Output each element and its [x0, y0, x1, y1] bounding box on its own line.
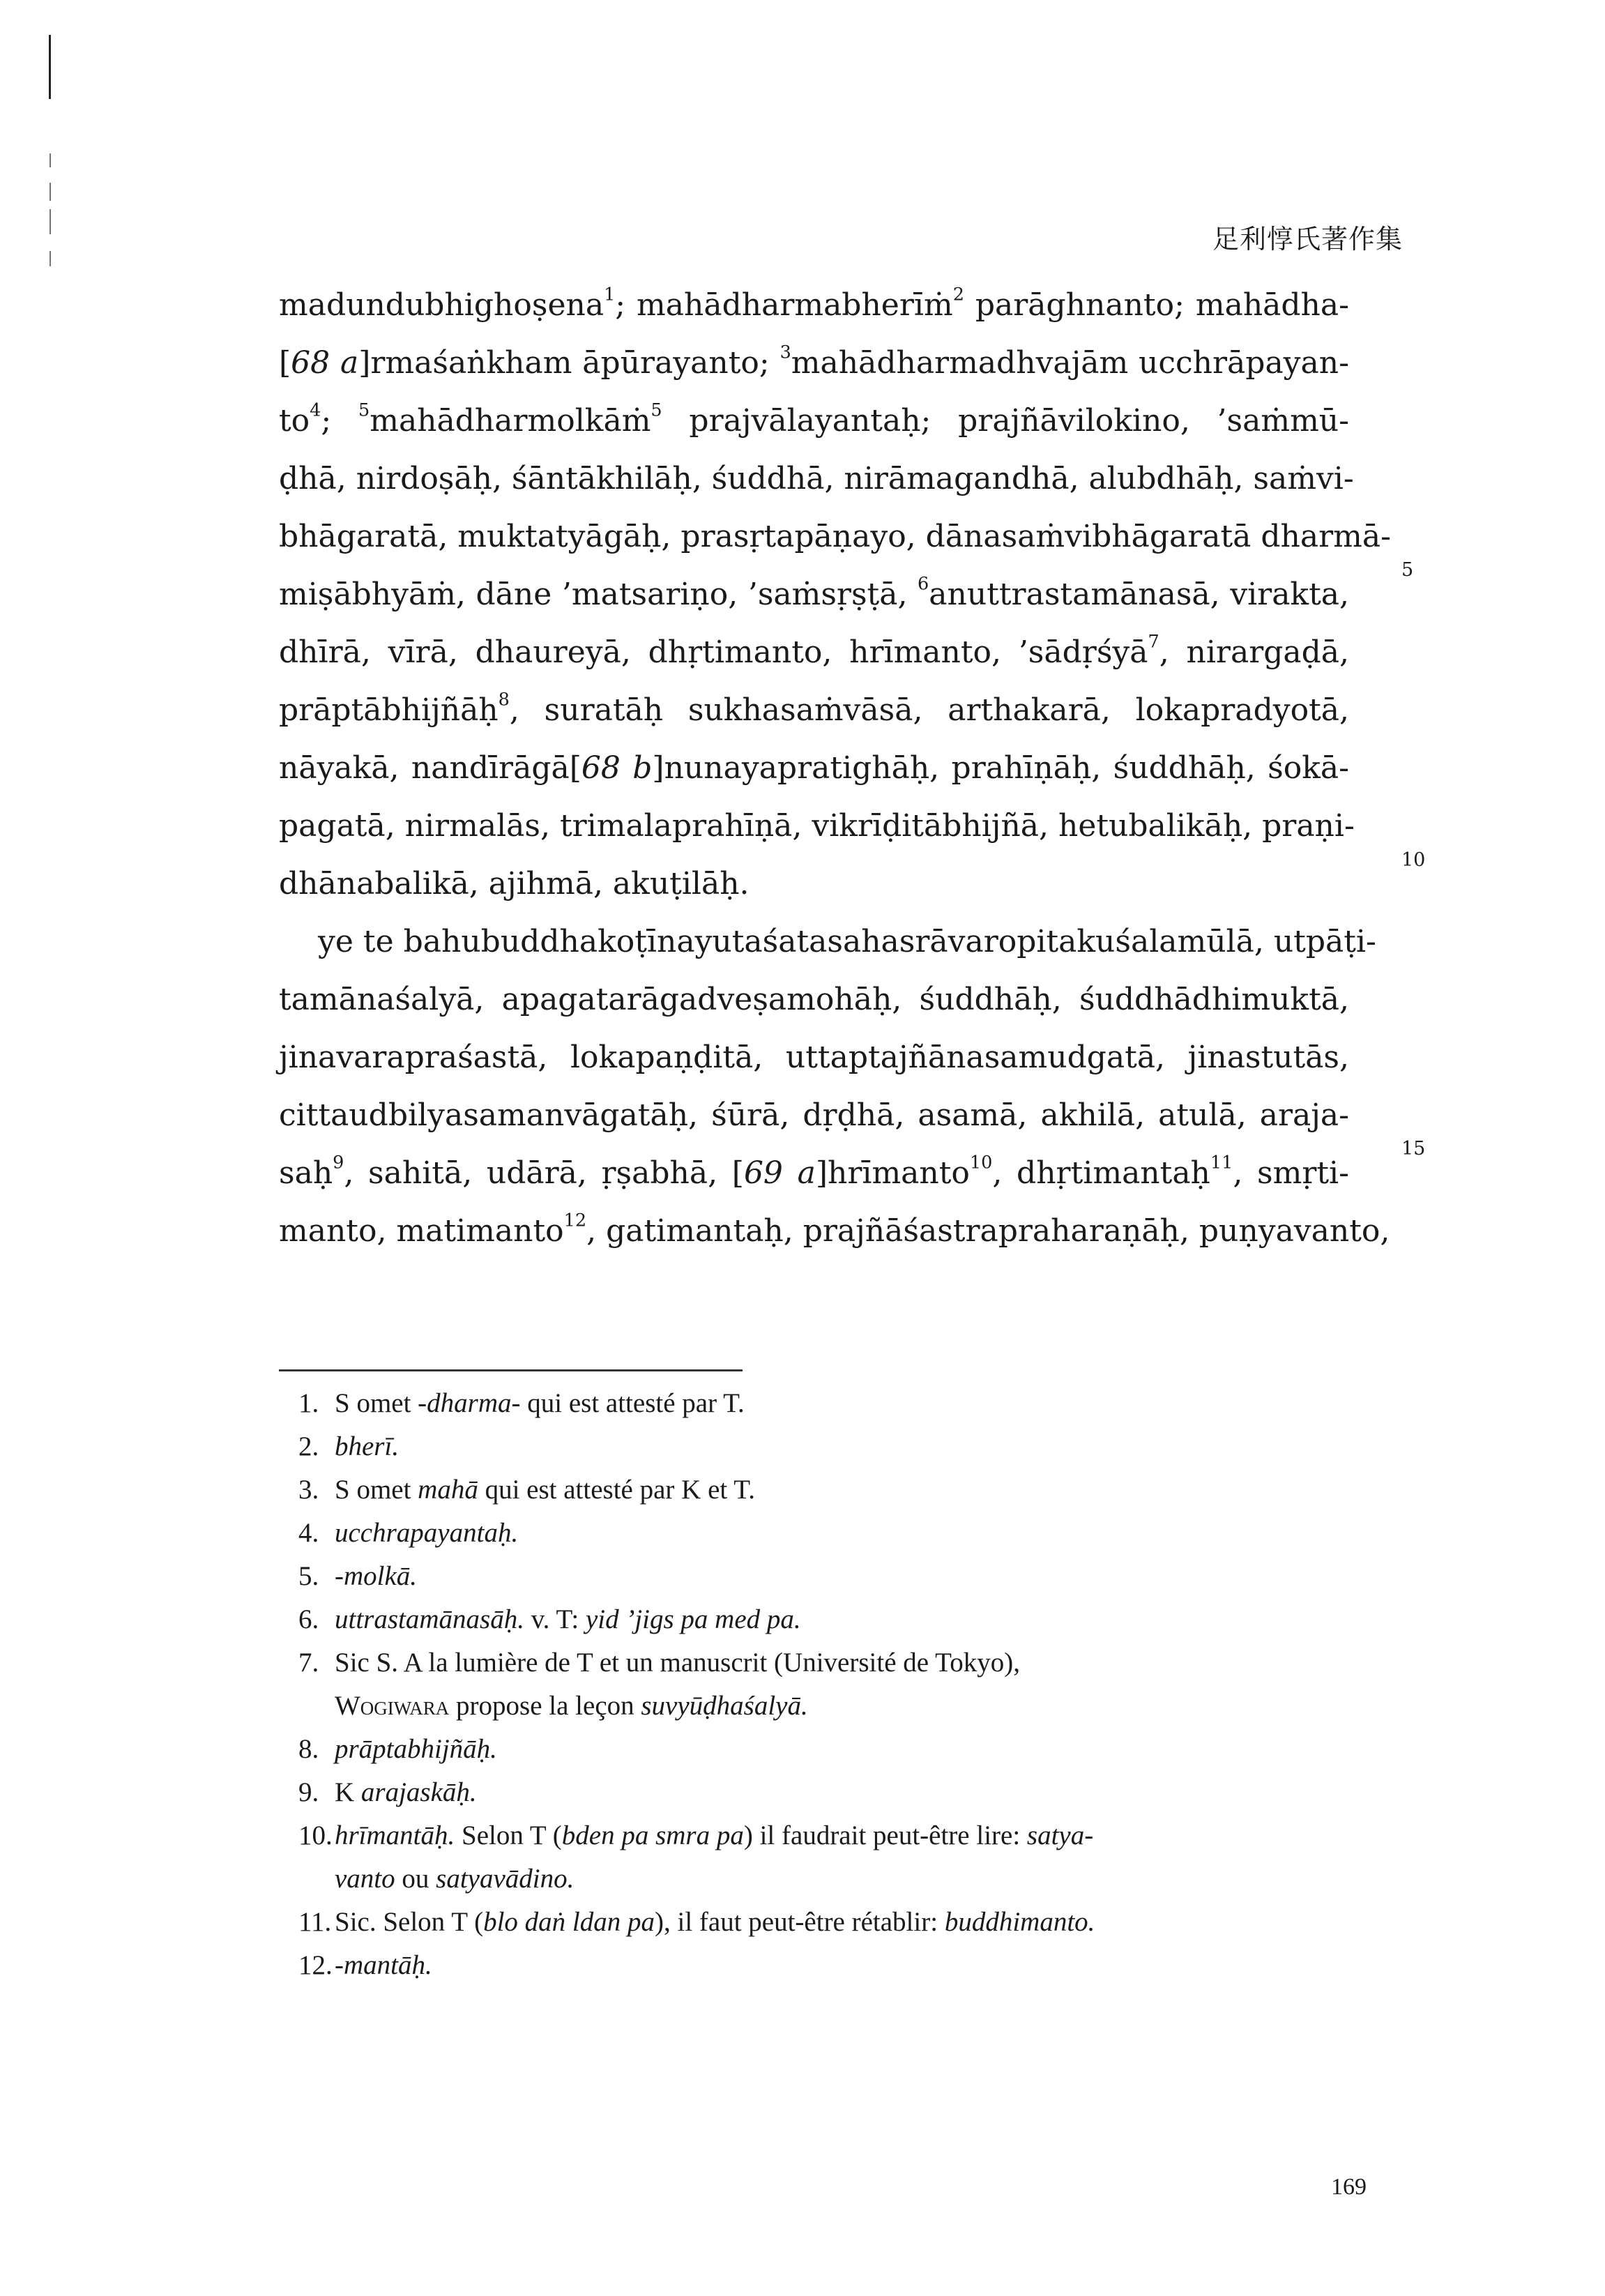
footnote-continuation: Wogiwara propose la leçon suvyūḍhaśalyā. [335, 1691, 808, 1721]
text-line: tamānaśalyā, apagatarāgadveṣamohāḥ, śuddhāḥ, śuddhādhimuktā, [279, 982, 1349, 1017]
line-number: 15 [1401, 1138, 1426, 1160]
footnote-continuation: vanto ou satyavādino. [335, 1864, 575, 1894]
page-number: 169 [1331, 2174, 1367, 2200]
footnote: 2. bherī. [298, 1431, 400, 1461]
text-line: nāyakā, nandīrāgā[68 b]nunayapratighāḥ, prahīṇāḥ, śuddhāḥ, śokā- [279, 750, 1349, 786]
text-line: prāptābhijñāḥ$^8$, suratāḥ sukhasaṁvāsā, arthakarā, lokapradyotā, [279, 689, 1349, 728]
text-line: ḍhā, nirdoṣāḥ, śāntākhilāḥ, śuddhā, nirāmagandhā, alubdhāḥ, saṁvi- [279, 461, 1354, 496]
line-number: 10 [1401, 849, 1426, 871]
text-line: $to^4$; $^5$mahādharmolkāṁ$^5$ prajvālayantaḥ; prajñāvilokino, ’saṁmū- [279, 400, 1349, 439]
footnote-separator [279, 1369, 743, 1371]
scan-mark [50, 153, 51, 167]
scan-mark [50, 251, 51, 266]
footnote: 7. Sic S. A la lumière de T et un manuscrit (Université de Tokyo), [298, 1648, 1020, 1678]
line-number: 5 [1401, 559, 1414, 581]
footnote: 3. S omet mahā qui est attesté par K et T. [298, 1475, 755, 1505]
folio-ref: 69 a [743, 1155, 816, 1191]
text-line: bhāgaratā, muktatyāgāḥ, prasṛtapāṇayo, dānasaṁvibhāgaratā dharmā- [279, 519, 1391, 554]
scan-mark [50, 209, 51, 234]
text-line: [68 a]rmaśaṅkham āpūrayanto; $^3$mahādharmadhvajām ucchrāpayan- [279, 342, 1349, 381]
text-line: cittaudbilyasamanvāgatāḥ, śūrā, dṛḍhā, asamā, akhilā, atulā, araja- [279, 1097, 1349, 1133]
text-line: dhīrā, vīrā, dhaureyā, dhṛtimanto, hrīmanto, ’sādṛśyā$^7$, nirargaḍā, [279, 631, 1350, 670]
folio-ref: 68 b [581, 750, 653, 786]
text-line: manto, matimanto$^{12}$, gatimantaḥ, prajñāśastrapraharaṇāḥ, puṇyavanto, [279, 1210, 1390, 1249]
footnote: 6. uttrastamānasāḥ. v. T: yid ’jigs pa med pa. [298, 1604, 801, 1634]
scan-edge-rule [49, 35, 51, 99]
footnote: 4. ucchrapayantaḥ. [298, 1518, 519, 1548]
text-line: pagatā, nirmalās, trimalaprahīṇā, vikrīḍitābhijñā, hetubalikāḥ, praṇi- [279, 808, 1355, 844]
scan-mark [50, 183, 51, 201]
footnote: 1. S omet -dharma- qui est attesté par T. [298, 1388, 745, 1418]
text-line: jinavarapraśastā, lokapaṇḍitā, uttaptajñānasamudgatā, jinastutās, [279, 1040, 1349, 1075]
text-line: madundubhighoṣena$^1$; mahādharmabherīṁ$^2$ parāghnanto; mahādha- [279, 284, 1349, 323]
footnote: 11. Sic. Selon T (blo daṅ ldan pa), il faut peut-être rétablir: buddhimanto. [298, 1907, 1095, 1937]
text-line: ye te bahubuddhakoṭīnayutaśatasahasrāvaropitakuśalamūlā, utpāṭi- [318, 924, 1376, 959]
text-line: dhānabalikā, ajihmā, akuṭilāḥ. [279, 866, 750, 902]
footnote: 9. K arajaskāḥ. [298, 1777, 477, 1807]
footnote: 8. prāptabhijñāḥ. [298, 1734, 497, 1764]
text-line: miṣābhyāṁ, dāne ’matsariṇo, ’saṁsṛṣṭā, $^6$anuttrastamānasā, virakta, [279, 573, 1349, 612]
folio-ref: 68 a [291, 345, 359, 381]
footnote: 10.hrīmantāḥ. Selon T (bden pa smra pa) il faudrait peut-être lire: satya- [298, 1820, 1094, 1850]
footnote: 5. -molkā. [298, 1561, 418, 1591]
footnote: 12.-mantāḥ. [298, 1950, 432, 1980]
running-title: 足利惇氏著作集 [1212, 224, 1403, 254]
text-line: saḥ$^9$, sahitā, udārā, ṛṣabhā, [69 a]hrīmanto$^{10}$, dhṛtimantaḥ$^{11}$, smṛti- [279, 1152, 1349, 1191]
